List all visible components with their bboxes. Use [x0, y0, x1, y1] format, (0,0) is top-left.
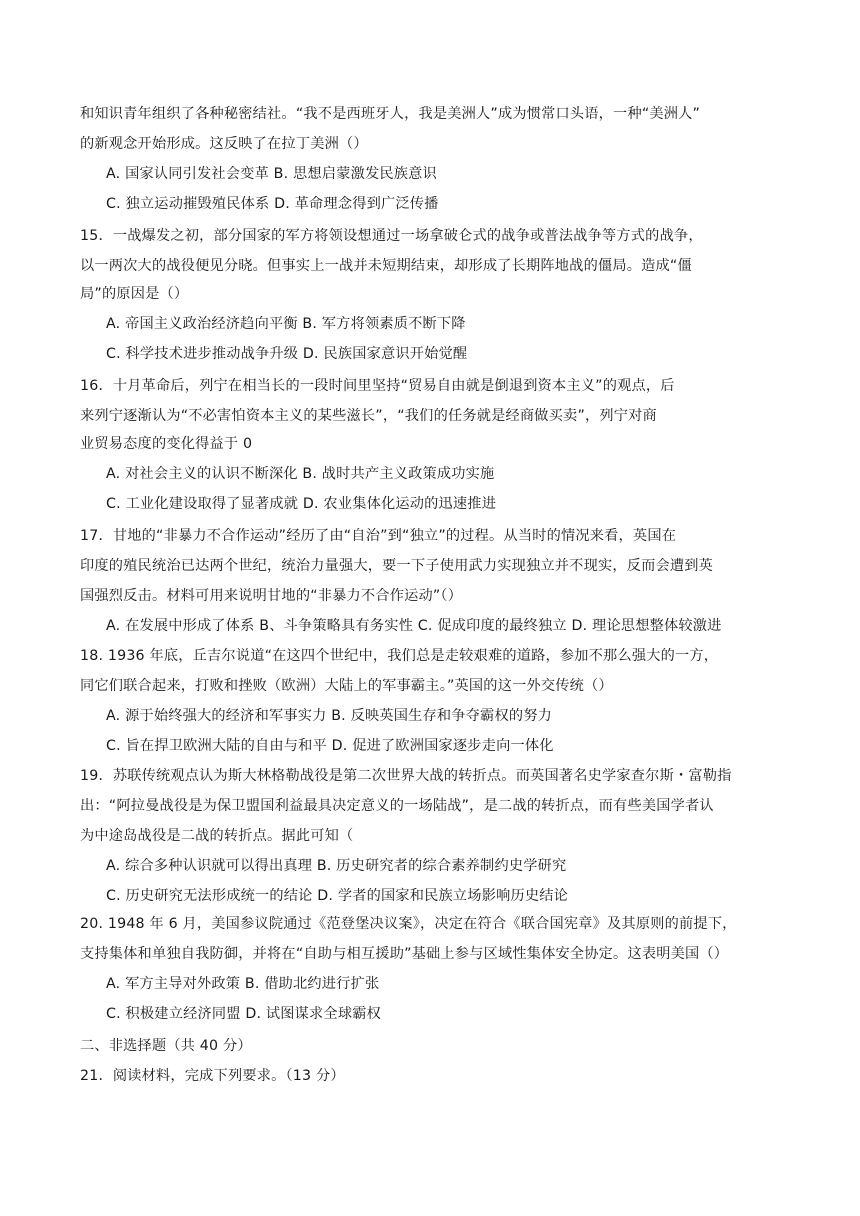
q14-stem-line-1: 和知识青年组织了各种秘密结社。“我不是西班牙人，我是美洲人”成为惯常口头语，一种“美洲人” [80, 106, 701, 122]
q16-stem-line-3: 业贸易态度的变化得益于 0 [80, 436, 253, 452]
q16-stem-line-2: 来列宁逐渐认为“不必害怕资本主义的某些滋长”，“我们的任务就是经商做买卖”，列宁对商 [80, 408, 657, 424]
q20-options-cd: C. 积极建立经济同盟 D. 试图谋求全球霸权 [106, 1006, 381, 1022]
q17-stem-line-2: 印度的殖民统治已达两个世纪，统治力量强大，要一下子使用武力实现独立并不现实，反而会遭到英 [80, 558, 714, 574]
q20-options-ab: A. 军方主导对外政策 B. 借助北约进行扩张 [106, 976, 380, 992]
q15-options-ab: A. 帝国主义政治经济趋向平衡 B. 军方将领素质不断下降 [106, 316, 466, 332]
q15-options-cd: C. 科学技术进步推动战争升级 D. 民族国家意识开始觉醒 [106, 346, 468, 362]
q15-stem-line-1: 15．一战爆发之初，部分国家的军方将领设想通过一场拿破仑式的战争或普法战争等方式的战争， [80, 228, 703, 244]
q18-stem-line-1: 18. 1936 年底，丘吉尔说道“在这四个世纪中，我们总是走较艰难的道路，参加不那么强大的一方， [80, 648, 719, 664]
q14-stem-line-2: 的新观念开始形成。这反映了在拉丁美洲（） [80, 136, 368, 152]
q18-stem-line-2: 同它们联合起来，打败和挫败（欧洲）大陆上的军事霸主。”英国的这一外交传统（） [80, 678, 613, 694]
q21-stem: 21．阅读材料，完成下列要求。（13 分） [80, 1068, 345, 1084]
q20-stem-line-1: 20. 1948 年 6 月，美国参议院通过《范登堡决议案》，决定在符合《联合国宪章》及其原则的前提下， [80, 916, 737, 932]
q19-options-cd: C. 历史研究无法形成统一的结论 D. 学者的国家和民族立场影响历史结论 [106, 888, 569, 904]
q19-stem-line-2: 出：“阿拉曼战役是为保卫盟国利益最具决定意义的一场陆战”，是二战的转折点，而有些美国学者认 [80, 798, 714, 814]
q18-options-ab: A. 源于始终强大的经济和军事实力 B. 反映英国生存和争夺霸权的努力 [106, 708, 552, 724]
q17-stem-line-1: 17．甘地的“非暴力不合作运动”经历了由“自治”到“独立”的过程。从当时的情况来看，英国在 [80, 528, 677, 544]
q15-stem-line-2: 以一两次大的战役便见分晓。但事实上一战并未短期结束，却形成了长期阵地战的僵局。造成“僵 [80, 258, 692, 274]
q17-options: A. 在发展中形成了体系 B、斗争策略具有务实性 C. 促成印度的最终独立 D. 理论思想整体较激进 [106, 618, 722, 634]
q16-stem-line-1: 16．十月革命后，列宁在相当长的一段时间里坚持“贸易自由就是倒退到资本主义”的观点，后 [80, 378, 675, 394]
q16-options-ab: A. 对社会主义的认识不断深化 B. 战时共产主义政策成功实施 [106, 466, 495, 482]
q17-stem-line-3: 国强烈反击。材料可用来说明甘地的“非暴力不合作运动”（） [80, 588, 463, 604]
section-heading-non-choice: 二、非选择题（共 40 分） [80, 1038, 252, 1054]
q18-options-cd: C. 旨在捍卫欧洲大陆的自由与和平 D. 促进了欧洲国家逐步走向一体化 [106, 738, 554, 754]
q19-stem-line-1: 19．苏联传统观点认为斯大林格勒战役是第二次世界大战的转折点。而英国著名史学家查尔斯・富勒指 [80, 768, 732, 784]
q16-options-cd: C. 工业化建设取得了显著成就 D. 农业集体化运动的迅速推进 [106, 496, 497, 512]
q19-stem-line-3: 为中途岛战役是二战的转折点。据此可知（ [80, 828, 354, 844]
q20-stem-line-2: 支持集体和单独自我防御，并将在“自助与相互援助”基础上参与区域性集体安全协定。这表明美国（） [80, 946, 729, 962]
q15-stem-line-3: 局”的原因是（） [80, 286, 189, 302]
q19-options-ab: A. 综合多种认识就可以得出真理 B. 历史研究者的综合素养制约史学研究 [106, 858, 567, 874]
q14-options-cd: C. 独立运动摧毁殖民体系 D. 革命理念得到广泛传播 [106, 196, 439, 212]
q14-options-ab: A. 国家认同引发社会变革 B. 思想启蒙激发民族意识 [106, 166, 437, 182]
